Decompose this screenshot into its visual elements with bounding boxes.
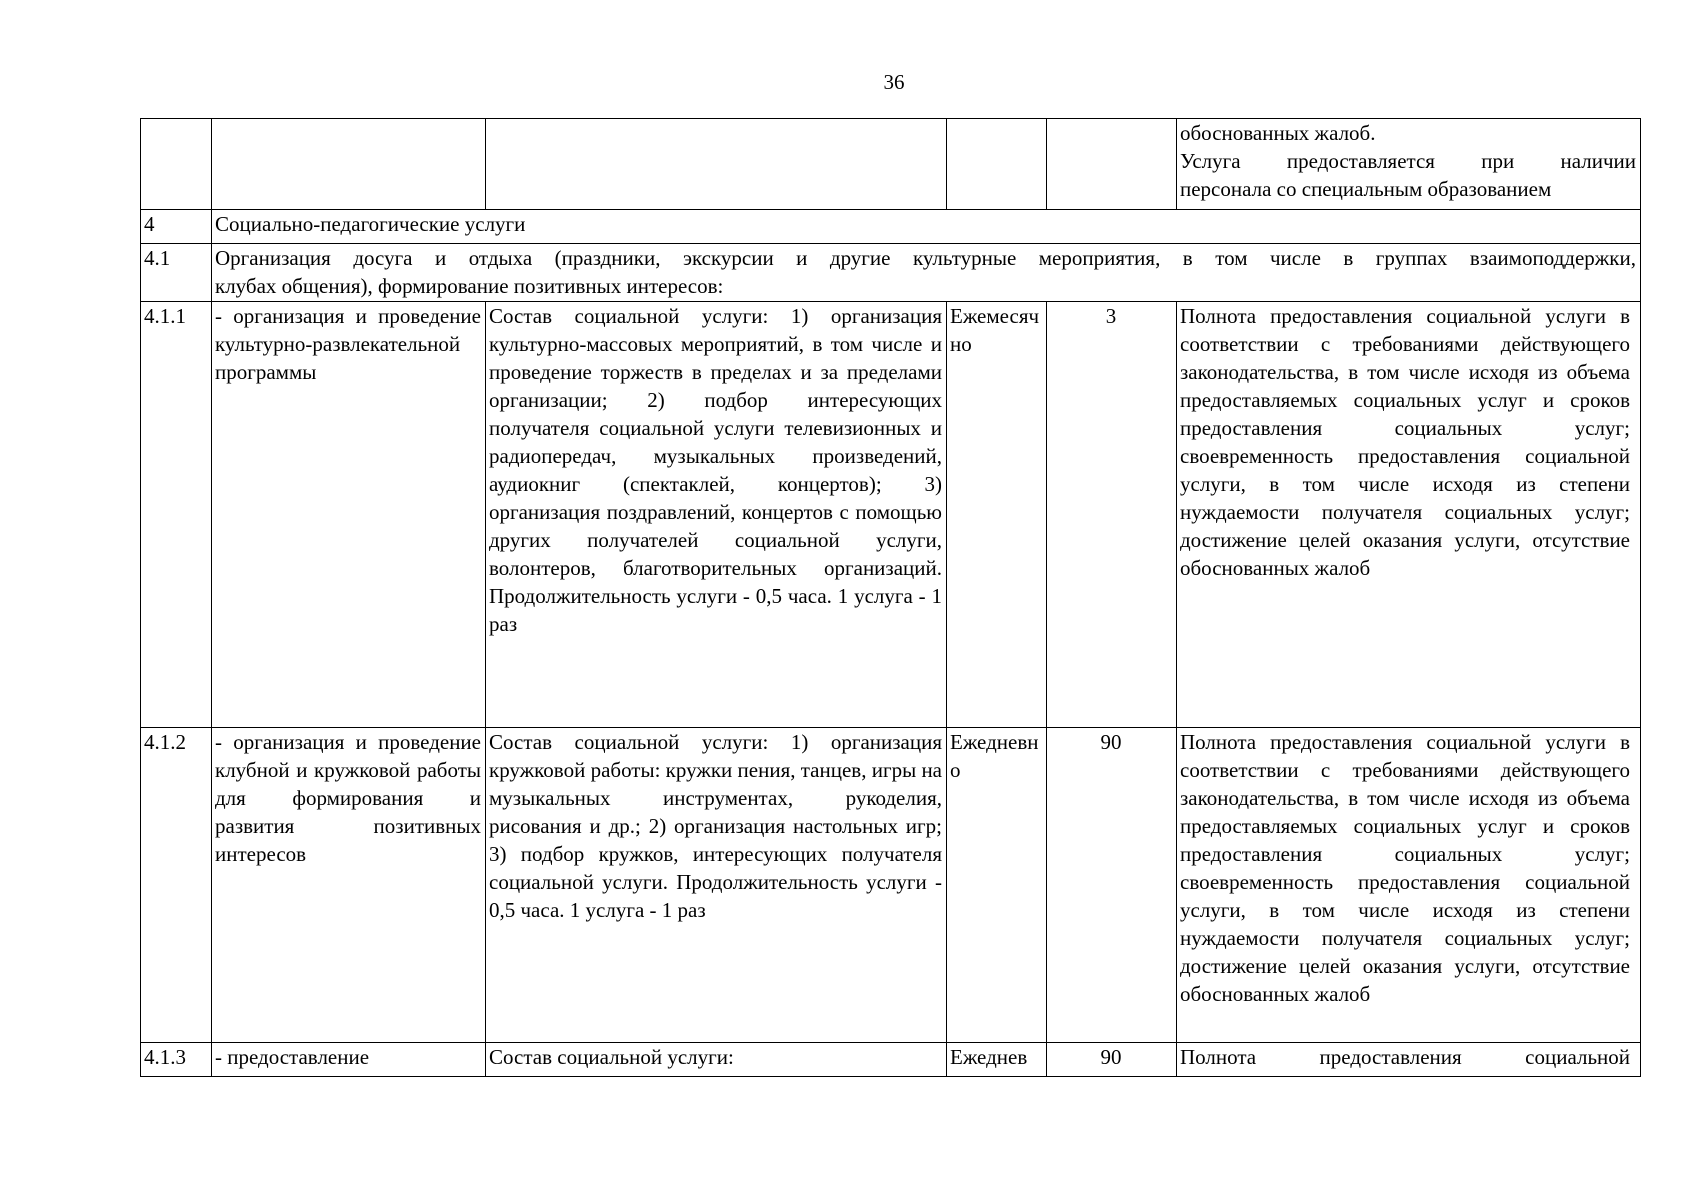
- cell-content: Состав социальной услуги:: [486, 1043, 947, 1077]
- cell-name: - предоставление: [212, 1043, 486, 1077]
- table-row-4-1: [141, 244, 1641, 302]
- cell-name: [212, 119, 486, 210]
- cell-quality: Полнота предоставления социальной услуги в соответствии с требованиями действующего законодательства, в том числе исходя из объема предоставляемых социальных услуг и сроков предоставления социальных услуг; своевременность предоставления социальной услуги, в том числе исходя из степени нуждаемости получателя социальных услуг; достижение целей оказания услуги, отсутствие обоснованных жалоб: [1177, 728, 1641, 1043]
- cell-volume: 90: [1047, 728, 1177, 1043]
- cell-num: 4.1.3: [141, 1043, 212, 1077]
- quality-line: Услуга предоставляется при наличии: [1180, 149, 1636, 173]
- cell-num: 4.1.2: [141, 728, 212, 1043]
- services-table: [140, 118, 1641, 1077]
- cell-quality: Полнота предоставления социальной услуги в соответствии с требованиями действующего законодательства, в том числе исходя из объема предоставляемых социальных услуг и сроков предоставления социальных услуг; своевременность предоставления социальной услуги, в том числе исходя из степени нуждаемости получателя социальных услуг; достижение целей оказания услуги, отсутствие обоснованных жалоб: [1177, 302, 1641, 728]
- cell-frequency: Ежемесячно: [947, 302, 1047, 728]
- table-row-section-4: [141, 210, 1641, 244]
- subsection-title: [212, 244, 1641, 302]
- cell-quality: Полнота предоставления социальной: [1177, 1043, 1641, 1077]
- cell-volume: 90: [1047, 1043, 1177, 1077]
- section-title: Социально-педагогические услуги: [212, 210, 1641, 244]
- cell-num: 4.1.1: [141, 302, 212, 728]
- page-number: 36: [883, 70, 905, 94]
- cell-volume: [1047, 119, 1177, 210]
- cell-frequency: Ежедневно: [947, 728, 1047, 1043]
- table-row-4-1-1: [141, 302, 1641, 728]
- cell-num: 4: [141, 210, 212, 244]
- cell-quality: [1177, 119, 1641, 210]
- cell-frequency: [947, 119, 1047, 210]
- quality-line: обоснованных жалоб.: [1180, 121, 1376, 145]
- subsection-line: клубах общения), формирование позитивных интересов:: [215, 274, 724, 298]
- table-row-4-1-2: [141, 728, 1641, 1043]
- cell-volume: 3: [1047, 302, 1177, 728]
- cell-content: Состав социальной услуги: 1) организация кружковой работы: кружки пения, танцев, игры на музыкальных инструментах, рукоделия, рисования и др.; 2) организация настольных игр; 3) подбор кружков, интересующих получателя социальной услуги. Продолжительность услуги - 0,5 часа. 1 услуга - 1 раз: [486, 728, 947, 1043]
- table-row-continuation: [141, 119, 1641, 210]
- cell-name: - организация и проведение культурно-развлекательной программы: [212, 302, 486, 728]
- cell-content: Состав социальной услуги: 1) организация культурно-массовых мероприятий, в том числе и проведение торжеств в пределах и за пределами организации; 2) подбор интересующих получателя социальной услуги телевизионных и радиопередач, музыкальных произведений, аудиокниг (спектаклей, концертов); 3) организация поздравлений, концертов с помощью других получателей социальной услуги, волонтеров, благотворительных организаций. Продолжительность услуги - 0,5 часа. 1 услуга - 1 раз: [486, 302, 947, 728]
- subsection-line: Организация досуга и отдыха (праздники, экскурсии и другие культурные мероприятия, в том числе в группах взаимоподдержки,: [215, 246, 1636, 270]
- cell-content: [486, 119, 947, 210]
- cell-num: [141, 119, 212, 210]
- table-row-4-1-3: [141, 1043, 1641, 1077]
- quality-line: персонала со специальным образованием: [1180, 177, 1552, 201]
- cell-name: - организация и проведение клубной и кружковой работы для формирования и развития позитивных интересов: [212, 728, 486, 1043]
- cell-frequency: Ежеднев: [947, 1043, 1047, 1077]
- cell-num: 4.1: [141, 244, 212, 302]
